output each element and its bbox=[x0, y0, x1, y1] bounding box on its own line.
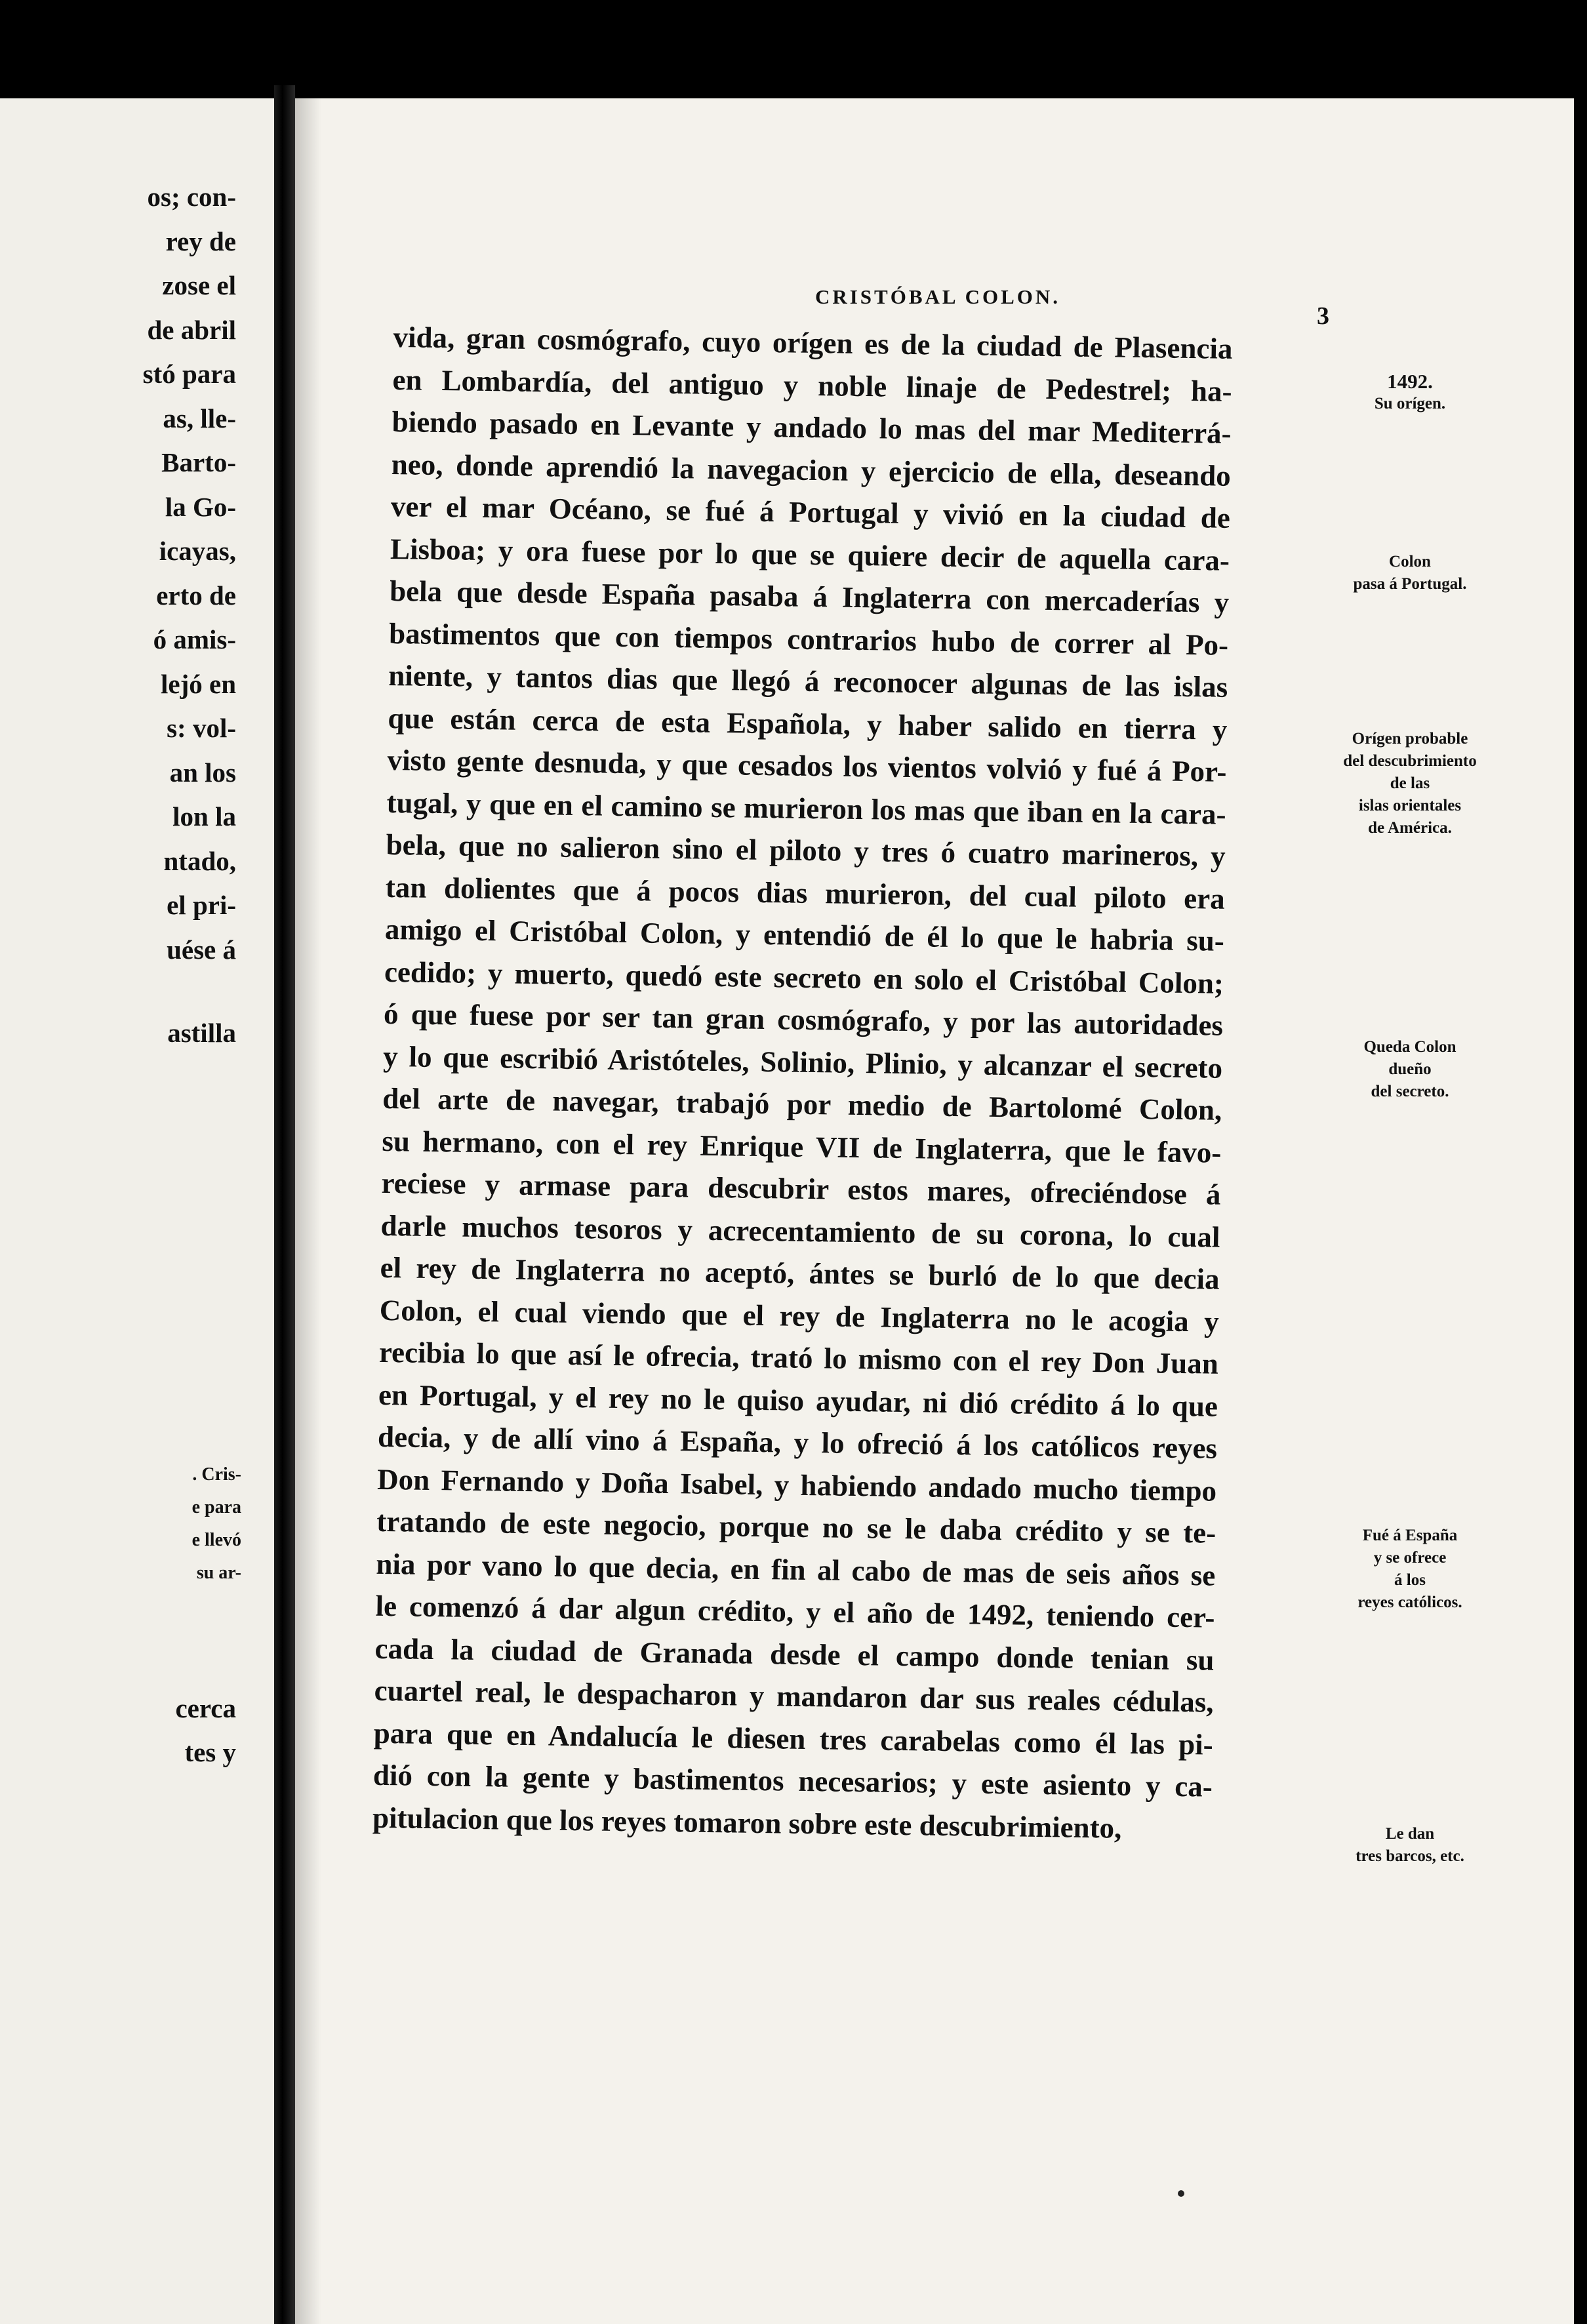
margin-note-line: á los bbox=[1394, 1571, 1426, 1589]
body-line: recibia lo que así le ofrecia, trató lo mismo con el rey Don Juan bbox=[378, 1335, 1219, 1380]
previous-page-line: ó amis- bbox=[153, 624, 236, 654]
previous-page-line: lejó en bbox=[161, 668, 236, 699]
body-line: que están cerca de esta Española, y haber salido en tierra y bbox=[388, 701, 1228, 746]
margin-note-line: Le dan bbox=[1385, 1825, 1435, 1843]
body-line: tan dolientes que á pocos dias murieron, del cual piloto era bbox=[385, 870, 1226, 915]
margin-note-line: de América. bbox=[1368, 819, 1452, 837]
previous-page-line: su ar- bbox=[196, 1563, 241, 1583]
body-line: niente, y tantos dias que llegó á reconocer algunas de las islas bbox=[388, 658, 1228, 704]
body-line: cuartel real, le despacharon y mandaron dar sus reales cédulas, bbox=[374, 1673, 1214, 1719]
margin-note-line: 1492. bbox=[1387, 370, 1433, 393]
margin-note-line: Queda Colon bbox=[1363, 1038, 1456, 1056]
previous-page-line: lon la bbox=[172, 801, 236, 831]
margin-note bbox=[1302, 371, 1518, 415]
body-line: vida, gran cosmógrafo, cuyo orígen es de la ciudad de Plasencia bbox=[393, 320, 1233, 365]
margin-note-line: del secreto. bbox=[1371, 1083, 1449, 1100]
margin-note-line: dueño bbox=[1388, 1060, 1432, 1078]
previous-page-line: Barto- bbox=[161, 447, 236, 477]
body-line: tugal, y que en el camino se murieron los mas que iban en la cara- bbox=[386, 786, 1226, 831]
previous-page-line: ntado, bbox=[163, 845, 236, 876]
body-line: bastimentos que con tiempos contrarios hubo de correr al Po- bbox=[388, 616, 1229, 662]
body-line: bela, que no salieron sino el piloto y tres ó cuatro marineros, y bbox=[386, 828, 1226, 873]
previous-page-line: an los bbox=[169, 757, 236, 788]
margin-note bbox=[1302, 1525, 1518, 1614]
body-line: el rey de Inglaterra no aceptó, ántes se burló de lo que decia bbox=[380, 1251, 1220, 1296]
body-line: amigo el Cristóbal Colon, y entendió de él lo que le habria su- bbox=[384, 912, 1225, 957]
previous-page-line: cerca bbox=[175, 1693, 236, 1723]
body-line: para que en Andalucía le diesen tres carabelas como él las pi- bbox=[373, 1716, 1214, 1761]
body-line: neo, donde aprendió la navegacion y ejercicio de ella, deseando bbox=[391, 447, 1232, 492]
previous-page-line: os; con- bbox=[147, 182, 236, 212]
body-line: decia, y de allí vino á España, y lo ofreció á los católicos reyes bbox=[377, 1420, 1218, 1465]
margin-note bbox=[1302, 1036, 1518, 1103]
previous-page-fragment bbox=[0, 98, 274, 2324]
running-head: CRISTÓBAL COLON. bbox=[814, 285, 1061, 308]
previous-page-line: el pri- bbox=[167, 890, 236, 920]
previous-page-line: tes y bbox=[184, 1737, 236, 1767]
book-gutter bbox=[274, 85, 295, 2324]
previous-page-line: rey de bbox=[165, 226, 236, 256]
ink-speck bbox=[1178, 2190, 1184, 2197]
previous-page-line: stó para bbox=[142, 359, 236, 389]
body-line: su hermano, con el rey Enrique VII de Inglaterra, que le favo- bbox=[382, 1124, 1222, 1169]
body-line: cada la ciudad de Granada desde el campo donde tenian su bbox=[374, 1632, 1215, 1677]
body-line: le comenzó á dar algun crédito, y el año de 1492, teniendo cer- bbox=[375, 1589, 1215, 1634]
body-line: cedido; y muerto, quedó este secreto en solo el Cristóbal Colon; bbox=[384, 955, 1224, 1000]
body-line: pitulacion que los reyes tomaron sobre este descubrimiento, bbox=[372, 1801, 1122, 1845]
previous-page-line: s: vol- bbox=[167, 713, 236, 743]
margin-note-line: del descubrimiento bbox=[1343, 752, 1477, 770]
body-line: nia por vano lo que decia, en fin al cabo de mas de seis años se bbox=[376, 1547, 1216, 1592]
body-line: bela que desde España pasaba á Inglaterra con mercaderías y bbox=[389, 574, 1230, 619]
margin-note-line: Colon bbox=[1389, 553, 1431, 571]
previous-page-line: e llevó bbox=[191, 1530, 241, 1550]
previous-page-line: astilla bbox=[167, 1018, 236, 1048]
previous-page-line: zose el bbox=[162, 270, 236, 300]
body-line: Lisboa; y ora fuese por lo que se quiere decir de aquella cara- bbox=[390, 532, 1230, 577]
body-text bbox=[372, 316, 1233, 1851]
previous-page-line: e para bbox=[191, 1497, 241, 1517]
margin-note-line: Fué á España bbox=[1362, 1527, 1458, 1544]
previous-page-line: de abril bbox=[147, 314, 236, 345]
margin-note-line: de las bbox=[1390, 774, 1430, 792]
margin-note-line: pasa á Portugal. bbox=[1353, 575, 1467, 593]
body-line: reciese y armase para descubrir estos mares, ofreciéndose á bbox=[381, 1166, 1221, 1211]
margin-note bbox=[1302, 1823, 1518, 1868]
body-line: dió con la gente y bastimentos necesarios; y este asiento y ca- bbox=[372, 1758, 1213, 1803]
body-line: tratando de este negocio, porque no se le daba crédito y se te- bbox=[376, 1504, 1216, 1550]
margin-note-line: islas orientales bbox=[1358, 797, 1462, 814]
margin-note bbox=[1302, 728, 1518, 839]
body-line: en Portugal, y el rey no le quiso ayudar, ni dió crédito á lo que bbox=[378, 1378, 1218, 1423]
margin-note-line: y se ofrece bbox=[1373, 1549, 1447, 1567]
previous-page-line: . Cris- bbox=[192, 1464, 241, 1485]
margin-note-line: tres barcos, etc. bbox=[1356, 1847, 1464, 1865]
body-line: ver el mar Océano, se fué á Portugal y vivió en la ciudad de bbox=[390, 489, 1231, 534]
previous-page-line: as, lle- bbox=[163, 403, 236, 433]
margin-note bbox=[1302, 551, 1518, 595]
previous-page-line: erto de bbox=[156, 580, 236, 611]
margin-note-line: Su orígen. bbox=[1374, 395, 1446, 412]
body-line: y lo que escribió Aristóteles, Solinio, Plinio, y alcanzar el secreto bbox=[382, 1039, 1223, 1085]
body-line: darle muchos tesoros y acrecentamiento de su corona, lo cual bbox=[380, 1209, 1220, 1254]
body-line: Don Fernando y Doña Isabel, y habiendo andado mucho tiempo bbox=[376, 1462, 1217, 1508]
previous-page-line: icayas, bbox=[159, 536, 236, 566]
margin-note-line: Orígen probable bbox=[1352, 730, 1468, 748]
body-line: Colon, el cual viendo que el rey de Inglaterra no le acogia y bbox=[379, 1293, 1220, 1338]
previous-page-line: la Go- bbox=[165, 491, 236, 522]
body-line: ó que fuese por ser tan gran cosmógrafo, y por las autoridades bbox=[383, 997, 1224, 1042]
body-line: visto gente desnuda, y que cesados los vientos volvió y fué á Por- bbox=[387, 743, 1227, 788]
body-line: en Lombardía, del antiguo y noble linaje de Pedestrel; ha- bbox=[392, 363, 1232, 408]
book-page bbox=[295, 98, 1574, 2324]
previous-page-line: uése á bbox=[167, 934, 236, 965]
body-line: biendo pasado en Levante y andado lo mas del mar Mediterrá- bbox=[392, 405, 1232, 450]
page-number: 3 bbox=[1317, 302, 1329, 330]
margin-note-line: reyes católicos. bbox=[1357, 1593, 1462, 1611]
body-line: del arte de navegar, trabajó por medio de Bartolomé Colon, bbox=[382, 1081, 1222, 1127]
